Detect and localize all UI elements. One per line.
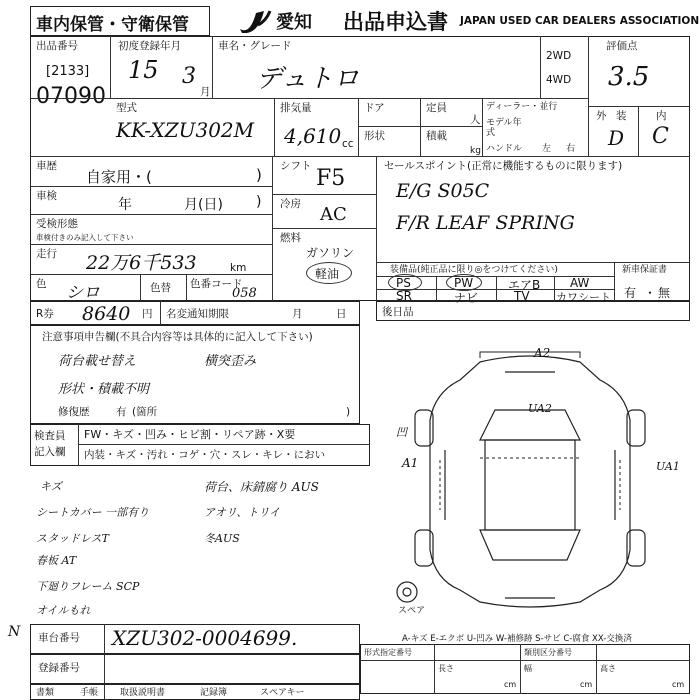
drive-2wd: 2WD bbox=[546, 50, 572, 62]
interior-label-a: 装 bbox=[616, 110, 627, 122]
handle-left: 左 bbox=[542, 144, 552, 154]
docs-label: 書類 bbox=[36, 688, 55, 698]
registration-year: 15 bbox=[128, 56, 159, 84]
insurance-yes: 有 bbox=[624, 286, 637, 300]
displacement-label: 排気量 bbox=[280, 102, 312, 114]
chassis-label: 車台番号 bbox=[38, 632, 80, 644]
tax-notice-day: 日 bbox=[336, 308, 347, 320]
color-code-label: 色番コード bbox=[190, 278, 243, 290]
lot-number: 07090 bbox=[36, 84, 106, 109]
color-code: 058 bbox=[232, 286, 257, 301]
repair-label: 修復歴 bbox=[58, 406, 90, 418]
inspection-month: 月(日) bbox=[184, 197, 223, 213]
car-diagram bbox=[385, 340, 675, 620]
equip-ps: PS bbox=[396, 276, 411, 290]
car-name-label: 車名・グレード bbox=[218, 40, 292, 52]
color-change-label: 色替 bbox=[150, 282, 171, 294]
repair-place: (箇所 bbox=[132, 406, 158, 418]
diagram-a2: A2 bbox=[534, 346, 551, 360]
insurance-label: 新車保証書 bbox=[622, 265, 668, 275]
inspection-close: ) bbox=[256, 194, 262, 210]
insp-note-6: オイルもれ bbox=[36, 604, 91, 617]
diagram-ua2: UA2 bbox=[528, 402, 552, 415]
chassis-value: XZU302-0004699. bbox=[112, 626, 298, 650]
registration-label: 初度登録年月 bbox=[118, 40, 181, 52]
inspector-label-2: 記入欄 bbox=[34, 446, 66, 458]
door-label: ドア bbox=[364, 102, 385, 114]
ac-label: 冷房 bbox=[280, 198, 301, 210]
length-unit: cm bbox=[504, 680, 517, 689]
notes-line-1b: 横突歪み bbox=[204, 354, 257, 369]
shape-label: 形状 bbox=[364, 130, 385, 142]
height-label: 高さ bbox=[600, 664, 616, 673]
org-name: 愛知 bbox=[276, 12, 312, 33]
equip-navi: ナビ bbox=[454, 291, 479, 305]
association-name: JAPAN USED CAR DEALERS ASSOCIATION bbox=[460, 15, 700, 27]
equip-pw: PW bbox=[454, 276, 474, 290]
equip-sr: SR bbox=[396, 289, 412, 303]
ju-logo-icon bbox=[236, 5, 272, 33]
shift-label: シフト bbox=[280, 160, 312, 172]
repair-value: 有 bbox=[116, 406, 127, 418]
equip-aw: AW bbox=[570, 276, 590, 290]
inspector-row-2: 内装・キズ・汚れ・コゲ・穴・スレ・キレ・におい bbox=[84, 449, 326, 461]
score-value: 3.5 bbox=[608, 62, 650, 92]
interior-score: C bbox=[652, 124, 669, 149]
repair-close: ) bbox=[346, 406, 351, 418]
selling-point-2: F/R LEAF SPRING bbox=[396, 212, 575, 234]
dealer-label: ディーラー・並行 bbox=[486, 102, 558, 112]
insurance-no: 無 bbox=[658, 286, 671, 300]
car-name-value: デュトロ bbox=[256, 64, 360, 94]
registration-month: 3 bbox=[182, 64, 196, 89]
history-value: 自家用・( bbox=[86, 168, 152, 186]
recycle-unit: 円 bbox=[142, 308, 153, 320]
history-label: 車歴 bbox=[36, 160, 57, 172]
storage-label: 車内保管・守衛保管 bbox=[36, 15, 189, 35]
lot-label: 出品番号 bbox=[36, 40, 78, 52]
insp-note-2b: アオリ、トリイ bbox=[204, 506, 281, 519]
displacement-unit: cc bbox=[342, 138, 354, 150]
selling-point-1: E/G S05C bbox=[396, 180, 490, 202]
notes-line-2: 形状・積載不明 bbox=[58, 382, 150, 397]
equip-airbag: エアB bbox=[508, 278, 541, 292]
ac-value: AC bbox=[320, 204, 347, 225]
inspector-row-1: FW・キズ・凹み・ヒビ割・リペア跡・X要 bbox=[84, 428, 296, 441]
width-label: 幅 bbox=[524, 664, 532, 673]
fuel-gas: ガソリン bbox=[306, 246, 355, 260]
after-label: 後日品 bbox=[382, 306, 414, 318]
shift-value: F5 bbox=[316, 166, 346, 191]
model-year-label: モデル年式 bbox=[486, 118, 522, 138]
inspector-label-1: 検査員 bbox=[34, 430, 66, 442]
displacement-value: 4,610 bbox=[284, 124, 342, 148]
equip-pw-circle bbox=[446, 274, 482, 291]
interior-label-b: 内 bbox=[656, 110, 667, 122]
delivery-label: 受検形態 bbox=[36, 218, 78, 230]
history-close: ) bbox=[256, 166, 262, 184]
load-unit: kg bbox=[470, 146, 481, 156]
inspection-label: 車検 bbox=[36, 190, 57, 202]
color-value: シロ bbox=[66, 283, 100, 303]
type-number-label: 形式指定番号 bbox=[364, 648, 412, 657]
notes-label: 注意事項申告欄(不具合内容等は具体的に記入して下さい) bbox=[42, 331, 313, 343]
inspection-year: 年 bbox=[118, 197, 132, 213]
notes-line-1: 荷台載せ替え bbox=[58, 354, 137, 369]
capacity-unit: 人 bbox=[470, 114, 481, 126]
height-unit: cm bbox=[672, 680, 685, 689]
drive-4wd: 4WD bbox=[546, 74, 572, 86]
spare-label: スペア bbox=[398, 606, 426, 616]
fuel-diesel: 軽油 bbox=[315, 267, 340, 281]
handle-right: 右 bbox=[566, 144, 576, 154]
fuel-label: 燃料 bbox=[280, 232, 301, 244]
handle-label: ハンドル bbox=[486, 144, 523, 154]
insp-note-1b: 荷台、床錆腐り AUS bbox=[204, 480, 319, 494]
length-label: 長さ bbox=[438, 664, 454, 673]
capacity-label: 定員 bbox=[426, 102, 447, 114]
logo bbox=[236, 5, 272, 33]
tax-notice-month: 月 bbox=[292, 308, 303, 320]
insp-note-2: シートカバー 一部有り bbox=[36, 506, 150, 519]
model-label: 型式 bbox=[116, 102, 137, 114]
tax-notice-label: 名変通知期限 bbox=[166, 308, 229, 320]
mileage-label: 走行 bbox=[36, 248, 57, 260]
insp-note-1: キズ bbox=[40, 480, 62, 493]
recycle-label: R券 bbox=[36, 308, 54, 320]
delivery-note: 車検付きのみ記入して下さい bbox=[36, 233, 134, 242]
class-number-label: 類別区分番号 bbox=[524, 648, 572, 657]
doc-item-4: スペアキー bbox=[260, 688, 305, 698]
diagram-a1: A1 bbox=[402, 456, 419, 470]
load-label: 積載 bbox=[426, 130, 447, 142]
lot-code: [2133] bbox=[46, 64, 90, 79]
insp-note-3b: 冬AUS bbox=[204, 532, 240, 545]
insp-note-5: 下廻りフレーム SCP bbox=[36, 580, 140, 593]
mileage-unit: km bbox=[230, 262, 247, 274]
equip-ps-circle bbox=[388, 274, 422, 291]
form-title: 出品申込書 bbox=[343, 10, 448, 34]
diagram-ua1: UA1 bbox=[656, 460, 680, 473]
doc-item-2: 取扱説明書 bbox=[120, 688, 166, 698]
model-value: KK-XZU302M bbox=[116, 118, 255, 142]
registration-month-unit: 月 bbox=[200, 86, 211, 98]
insp-note-4: 春板 AT bbox=[36, 554, 77, 567]
color-label: 色 bbox=[36, 278, 47, 290]
score-label: 評価点 bbox=[606, 40, 638, 52]
mileage-value: 22万6千533 bbox=[86, 252, 197, 274]
width-unit: cm bbox=[580, 680, 593, 689]
recycle-value: 8640 bbox=[82, 303, 131, 325]
doc-item-3: 記録簿 bbox=[200, 688, 228, 698]
equipment-label: 装備品(純正品に限り◎をつけてください) bbox=[390, 265, 558, 275]
reg-number-label: 登録番号 bbox=[38, 662, 80, 674]
doc-item-1: 手帳 bbox=[80, 688, 99, 698]
selling-points-label: セールスポイント(正常に機能するものに限ります) bbox=[384, 160, 623, 172]
equip-tv: TV bbox=[514, 289, 530, 303]
equip-seat: カワシート bbox=[556, 291, 611, 304]
damage-legend: A-キズ E-エクボ U-凹み W-補修跡 S-サビ C-腐食 XX-交換済 bbox=[402, 634, 632, 644]
exterior-score: D bbox=[608, 126, 625, 150]
exterior-label: 外 bbox=[596, 110, 607, 122]
insp-note-3: スタッドレスT bbox=[36, 532, 110, 545]
diagram-dent: 凹 bbox=[396, 426, 407, 439]
